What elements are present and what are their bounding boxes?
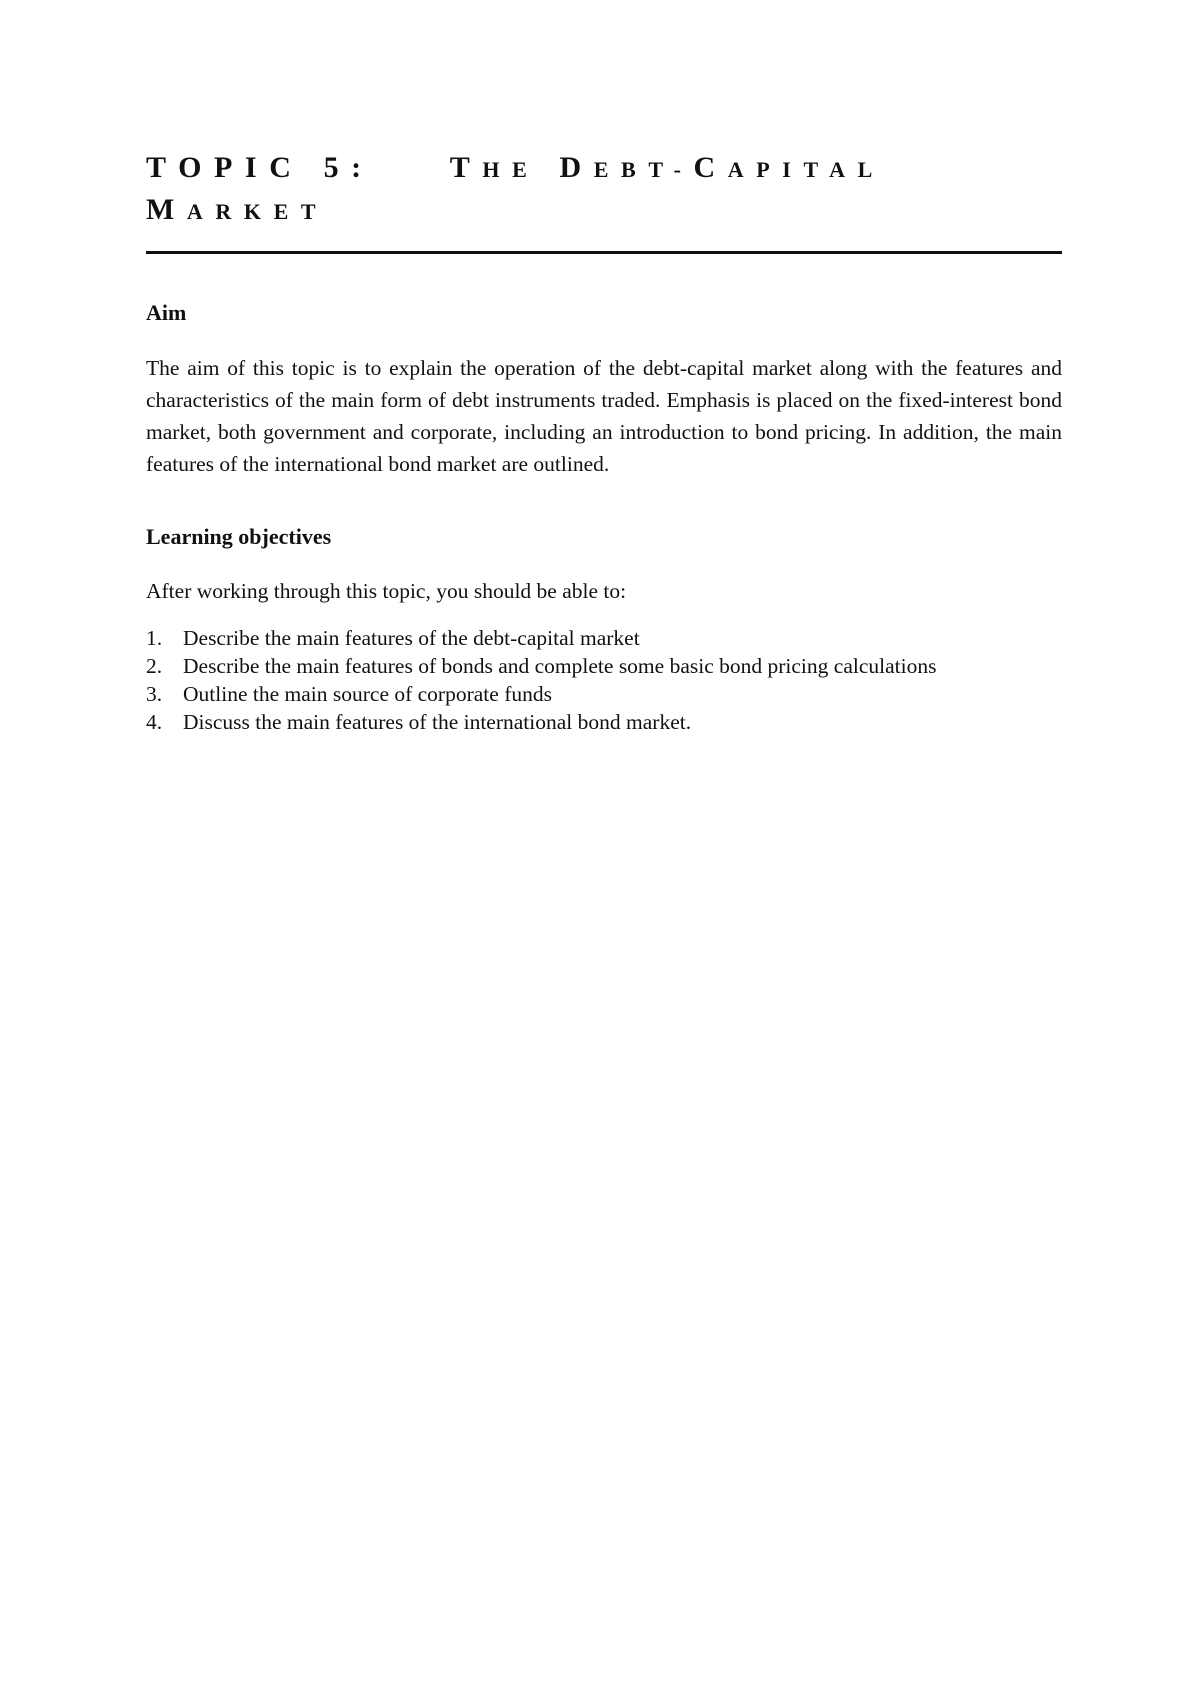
list-item-number: 1. <box>146 626 163 650</box>
list-item <box>146 624 1062 652</box>
list-item-number: 4. <box>146 710 163 734</box>
list-item <box>146 708 1062 736</box>
title-line-1 <box>146 148 1062 190</box>
title-divider <box>146 251 1062 254</box>
list-item-text: Describe the main features of bonds and complete some basic bond pricing calculations <box>183 654 937 678</box>
title-word-the: THE <box>449 151 540 184</box>
learning-objectives-intro: After working through this topic, you should be able to: <box>146 579 627 603</box>
list-item <box>146 652 1062 680</box>
list-item-text: Outline the main source of corporate funds <box>183 682 552 706</box>
list-item-number: 3. <box>146 682 163 706</box>
title-topic-label: TOPIC 5: <box>146 151 374 184</box>
title-word-market: MARKET <box>146 193 329 226</box>
learning-objectives-heading: Learning objectives <box>146 524 332 549</box>
title-line-2 <box>146 190 1062 232</box>
page-title <box>146 148 1062 232</box>
objectives-list <box>146 624 1062 736</box>
list-item <box>146 680 1062 708</box>
list-item-number: 2. <box>146 654 163 678</box>
aim-heading: Aim <box>146 300 187 325</box>
title-word-debt-capital: DEBT-CAPITAL <box>559 151 885 184</box>
list-item-text: Describe the main features of the debt-capital market <box>183 626 640 650</box>
aim-paragraph: The aim of this topic is to explain the operation of the debt-capital market along with the features and characteristics of the main form of debt instruments traded. Emphasis is placed on the fixed-interest bond market, both government and corporate, including an introduction to bond pricing. In addition, the main features of the international bond market are outlined. <box>146 356 1062 476</box>
list-item-text: Discuss the main features of the international bond market. <box>183 710 692 734</box>
document-page <box>146 0 1062 1698</box>
